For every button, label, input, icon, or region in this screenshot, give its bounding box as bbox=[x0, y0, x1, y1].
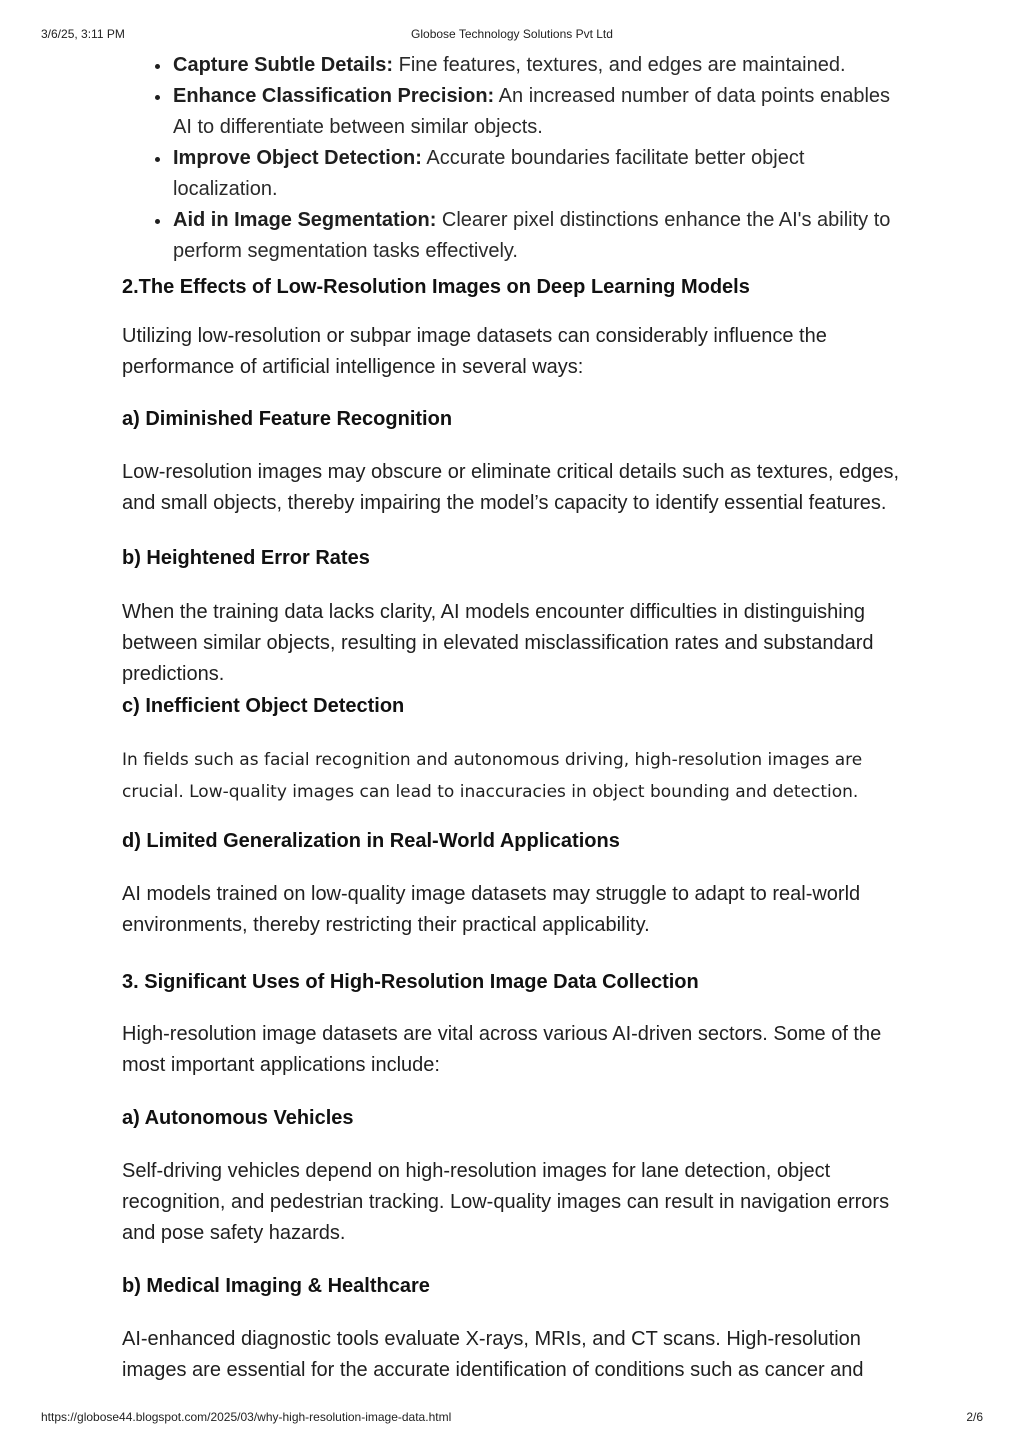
subsection-text: When the training data lacks clarity, AI models encounter difficulties in distinguishing between similar objects, resulting in elevated misclassification rates and substandard predictions. bbox=[122, 601, 874, 685]
article-body bbox=[122, 50, 912, 1386]
section-3-heading: 3. Significant Uses of High-Resolution Image Data Collection bbox=[122, 971, 699, 993]
site-title: Globose Technology Solutions Pvt Ltd bbox=[411, 27, 613, 41]
subsection-text: AI-enhanced diagnostic tools evaluate X-rays, MRIs, and CT scans. High-resolution images are essential for the accurate identification of conditions such as cancer and bbox=[122, 1328, 864, 1381]
list-item bbox=[173, 143, 912, 205]
subsection-text: Self-driving vehicles depend on high-resolution images for lane detection, object recognition, and pedestrian tracking. Low-quality images can result in navigation errors and pose safety hazards. bbox=[122, 1160, 890, 1244]
benefits-list bbox=[122, 50, 912, 267]
list-item bbox=[173, 205, 912, 267]
page-url: https://globose44.blogspot.com/2025/03/why-high-resolution-image-data.html bbox=[41, 1410, 452, 1424]
list-item-text: Clearer pixel distinctions enhance the AI's ability to perform segmentation tasks effectively. bbox=[173, 209, 891, 262]
subsection-heading: c) Inefficient Object Detection bbox=[122, 695, 405, 717]
section-3-intro: High-resolution image datasets are vital across various AI-driven sectors. Some of the most important applications include: bbox=[122, 1023, 882, 1076]
subsection-heading: d) Limited Generalization in Real-World Applications bbox=[122, 830, 620, 852]
list-item bbox=[173, 81, 912, 143]
subsection-heading: a) Diminished Feature Recognition bbox=[122, 408, 453, 430]
list-item-label: Enhance Classification Precision: bbox=[173, 85, 495, 107]
section-2-intro: Utilizing low-resolution or subpar image datasets can considerably influence the performance of artificial intelligence in several ways: bbox=[122, 325, 827, 378]
list-item-text: Fine features, textures, and edges are maintained. bbox=[393, 54, 846, 76]
print-datetime: 3/6/25, 3:11 PM bbox=[41, 27, 125, 41]
list-item-label: Aid in Image Segmentation: bbox=[173, 209, 437, 231]
list-item bbox=[173, 50, 912, 81]
list-item-label: Capture Subtle Details: bbox=[173, 54, 394, 76]
subsection-text: In fields such as facial recognition and autonomous driving, high-resolution images are crucial. Low-quality images can lead to inaccuracies in object bounding and detection. bbox=[122, 750, 863, 802]
page-number: 2/6 bbox=[966, 1410, 983, 1424]
subsection-heading: a) Autonomous Vehicles bbox=[122, 1107, 354, 1129]
section-2-heading: 2.The Effects of Low-Resolution Images on Deep Learning Models bbox=[122, 276, 750, 298]
list-item-label: Improve Object Detection: bbox=[173, 147, 422, 169]
subsection-heading: b) Medical Imaging & Healthcare bbox=[122, 1275, 430, 1297]
list-item-text: An increased number of data points enables AI to differentiate between similar objects. bbox=[173, 85, 891, 138]
subsection-text: Low-resolution images may obscure or eliminate critical details such as textures, edges, and small objects, thereby impairing the model’s capacity to identify essential features. bbox=[122, 461, 900, 514]
subsection-heading: b) Heightened Error Rates bbox=[122, 547, 370, 569]
list-item-text: Accurate boundaries facilitate better object localization. bbox=[173, 147, 805, 200]
subsection-text: AI models trained on low-quality image datasets may struggle to adapt to real-world environments, thereby restricting their practical applicability. bbox=[122, 883, 861, 936]
